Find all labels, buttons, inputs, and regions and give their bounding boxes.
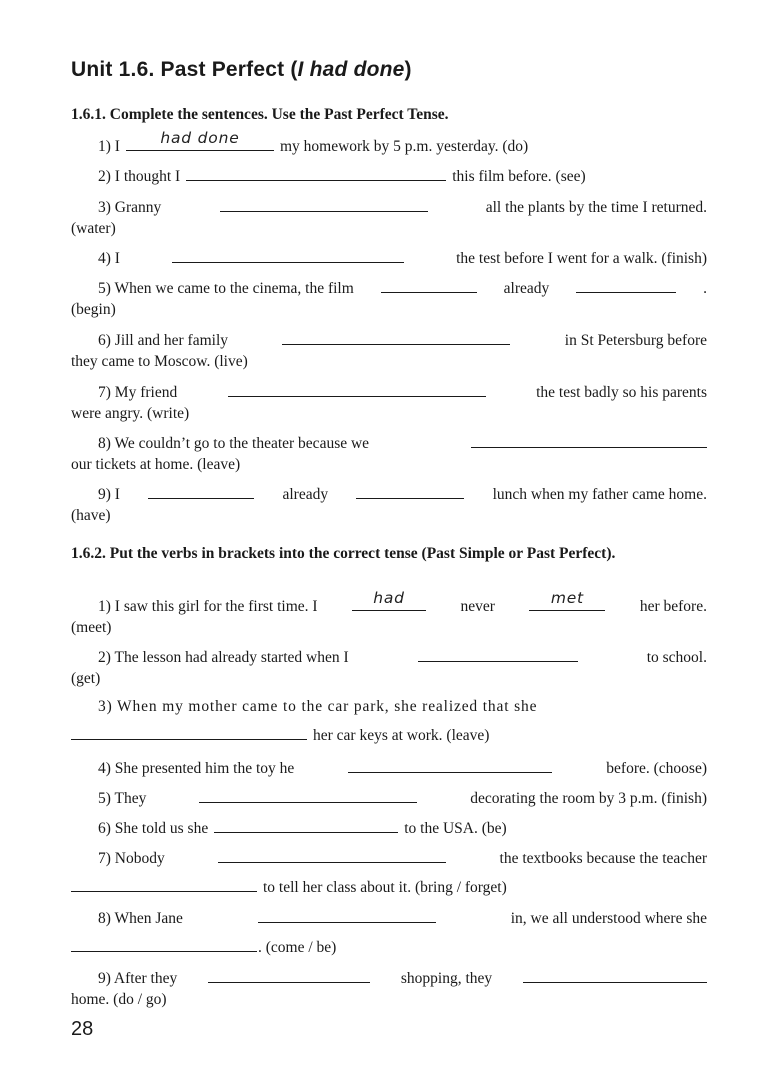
ex2-item-1-answer-2: met <box>550 589 584 607</box>
ex2-item-6-text-a: 6) She told us she <box>98 820 209 837</box>
ex2-item-2-blank[interactable] <box>418 645 578 662</box>
ex1-item-6-text-c: they came to Moscow. (live) <box>71 353 248 370</box>
ex2-item-1-text-b: never <box>460 598 495 615</box>
ex1-item-2-text-b: this film before. (see) <box>452 168 586 185</box>
ex2-item-6-text-b: to the USA. (be) <box>404 820 507 837</box>
ex1-item-8-text-c: our tickets at home. (leave) <box>71 456 241 473</box>
ex1-item-5-text-d: (begin) <box>71 301 116 318</box>
ex1-item-9-blank-2[interactable] <box>356 482 464 499</box>
ex1-item-9-text-c: lunch when my father came home. <box>492 486 707 503</box>
ex2-item-2 <box>71 645 707 689</box>
ex1-item-3 <box>71 195 707 239</box>
ex2-item-4 <box>71 756 707 779</box>
ex1-item-1-text-b: my homework by 5 p.m. yesterday. (do) <box>279 138 529 155</box>
ex1-item-9 <box>71 482 707 526</box>
ex2-item-1-answer-1: had <box>373 589 405 607</box>
ex1-item-3-blank[interactable] <box>220 195 428 212</box>
ex2-item-9-blank-2[interactable] <box>523 966 707 983</box>
ex2-item-9-blank-1[interactable] <box>208 966 370 983</box>
ex1-item-6-text-b: in St Petersburg before <box>564 332 707 349</box>
unit-title <box>71 58 412 82</box>
ex1-item-8 <box>71 431 707 475</box>
ex1-item-9-text-a: 9) I <box>98 486 120 503</box>
ex2-item-7-blank-1[interactable] <box>218 846 446 863</box>
ex2-item-5 <box>71 786 707 809</box>
ex1-item-3-text-a: 3) Granny <box>98 199 162 216</box>
ex1-item-9-blank-1[interactable] <box>148 482 254 499</box>
ex2-item-2-text-a: 2) The lesson had already started when I <box>98 649 349 666</box>
ex2-item-7-text-a: 7) Nobody <box>98 850 165 867</box>
ex1-item-2-text-a: 2) I thought I <box>98 168 181 185</box>
ex2-item-3 <box>71 696 707 746</box>
ex1-item-1-blank[interactable] <box>126 129 274 151</box>
ex2-item-3-text-b: her car keys at work. (leave) <box>313 727 490 744</box>
ex2-item-8-text-b: in, we all understood where she <box>510 910 707 927</box>
ex2-item-6 <box>71 816 707 839</box>
ex1-item-3-text-b: all the plants by the time I returned. <box>485 199 707 216</box>
ex1-item-7-text-a: 7) My friend <box>98 384 178 401</box>
ex1-item-6-text-a: 6) Jill and her family <box>98 332 228 349</box>
ex1-item-4-blank[interactable] <box>172 246 404 263</box>
ex2-item-5-blank[interactable] <box>199 786 417 803</box>
ex1-item-8-blank[interactable] <box>471 431 707 448</box>
ex1-item-7 <box>71 380 707 424</box>
ex2-item-1 <box>71 589 707 638</box>
ex2-item-4-text-a: 4) She presented him the toy he <box>98 760 295 777</box>
page-number: 28 <box>71 1018 94 1040</box>
ex1-item-7-text-c: were angry. (write) <box>71 405 190 422</box>
ex1-item-4-text-b: the test before I went for a walk. (finish) <box>456 250 707 267</box>
ex1-item-9-text-b: already <box>282 486 329 503</box>
ex2-item-1-text-d: (meet) <box>71 619 112 636</box>
ex2-item-4-text-b: before. (choose) <box>606 760 707 777</box>
unit-title-end: ) <box>404 58 412 81</box>
ex2-item-7-text-c: to tell her class about it. (bring / forget) <box>263 879 507 896</box>
ex2-item-7-blank-2[interactable] <box>71 875 257 892</box>
ex1-item-1-answer: had done <box>160 129 240 147</box>
ex1-item-3-text-c: (water) <box>71 220 116 237</box>
ex1-item-5-text-a: 5) When we came to the cinema, the film <box>98 280 354 297</box>
ex2-item-8-blank-2[interactable] <box>71 935 257 952</box>
ex1-item-7-text-b: the test badly so his parents <box>536 384 707 401</box>
ex1-item-2 <box>71 164 707 187</box>
ex2-item-3-blank[interactable] <box>71 723 307 740</box>
ex2-item-8 <box>71 906 707 958</box>
ex1-item-5-blank-2[interactable] <box>576 276 676 293</box>
ex2-item-8-text-a: 8) When Jane <box>98 910 183 927</box>
ex2-item-1-blank-2[interactable] <box>529 589 605 611</box>
ex2-item-1-blank-1[interactable] <box>352 589 426 611</box>
ex2-item-6-blank[interactable] <box>214 816 398 833</box>
exercise-2-heading: 1.6.2. Put the verbs in brackets into the correct tense (Past Simple or Past Perfect). <box>71 545 616 562</box>
ex2-item-3-text-a: 3) When my mother came to the car park, she realized that she <box>98 698 538 715</box>
ex1-item-6-blank[interactable] <box>282 328 510 345</box>
ex1-item-5 <box>71 276 707 320</box>
ex1-item-1 <box>71 129 707 157</box>
ex2-item-2-text-b: to school. <box>646 649 707 666</box>
ex2-item-9-text-b: shopping, they <box>400 970 493 987</box>
ex1-item-9-text-d: (have) <box>71 507 111 524</box>
ex1-item-5-text-b: already <box>503 280 550 297</box>
ex1-item-5-text-c: . <box>703 280 707 297</box>
unit-title-italic: I had done <box>297 58 405 81</box>
ex2-item-9-text-c: home. (do / go) <box>71 991 167 1008</box>
exercise-1-heading: 1.6.1. Complete the sentences. Use the Past Perfect Tense. <box>71 106 449 123</box>
ex1-item-1-text-a: 1) I <box>98 138 120 155</box>
ex1-item-4-text-a: 4) I <box>98 250 120 267</box>
ex2-item-9-text-a: 9) After they <box>98 970 178 987</box>
ex2-item-4-blank[interactable] <box>348 756 552 773</box>
ex1-item-4 <box>71 246 707 269</box>
ex1-item-2-blank[interactable] <box>186 164 446 181</box>
ex1-item-8-text-a: 8) We couldn’t go to the theater because we <box>98 435 370 452</box>
ex2-item-7 <box>71 846 707 898</box>
ex2-item-8-text-c: . (come / be) <box>258 939 337 956</box>
ex1-item-7-blank[interactable] <box>228 380 486 397</box>
ex2-item-2-text-c: (get) <box>71 670 101 687</box>
ex1-item-6 <box>71 328 707 372</box>
ex2-item-8-blank-1[interactable] <box>258 906 436 923</box>
ex2-item-5-text-b: decorating the room by 3 p.m. (finish) <box>470 790 707 807</box>
ex1-item-5-blank-1[interactable] <box>381 276 477 293</box>
ex2-item-7-text-b: the textbooks because the teacher <box>499 850 707 867</box>
unit-title-main: Unit 1.6. Past Perfect ( <box>71 58 298 81</box>
ex2-item-9 <box>71 966 707 1010</box>
ex2-item-1-text-c: her before. <box>639 598 707 615</box>
ex2-item-5-text-a: 5) They <box>98 790 147 807</box>
ex2-item-1-text-a: 1) I saw this girl for the first time. I <box>98 598 318 615</box>
